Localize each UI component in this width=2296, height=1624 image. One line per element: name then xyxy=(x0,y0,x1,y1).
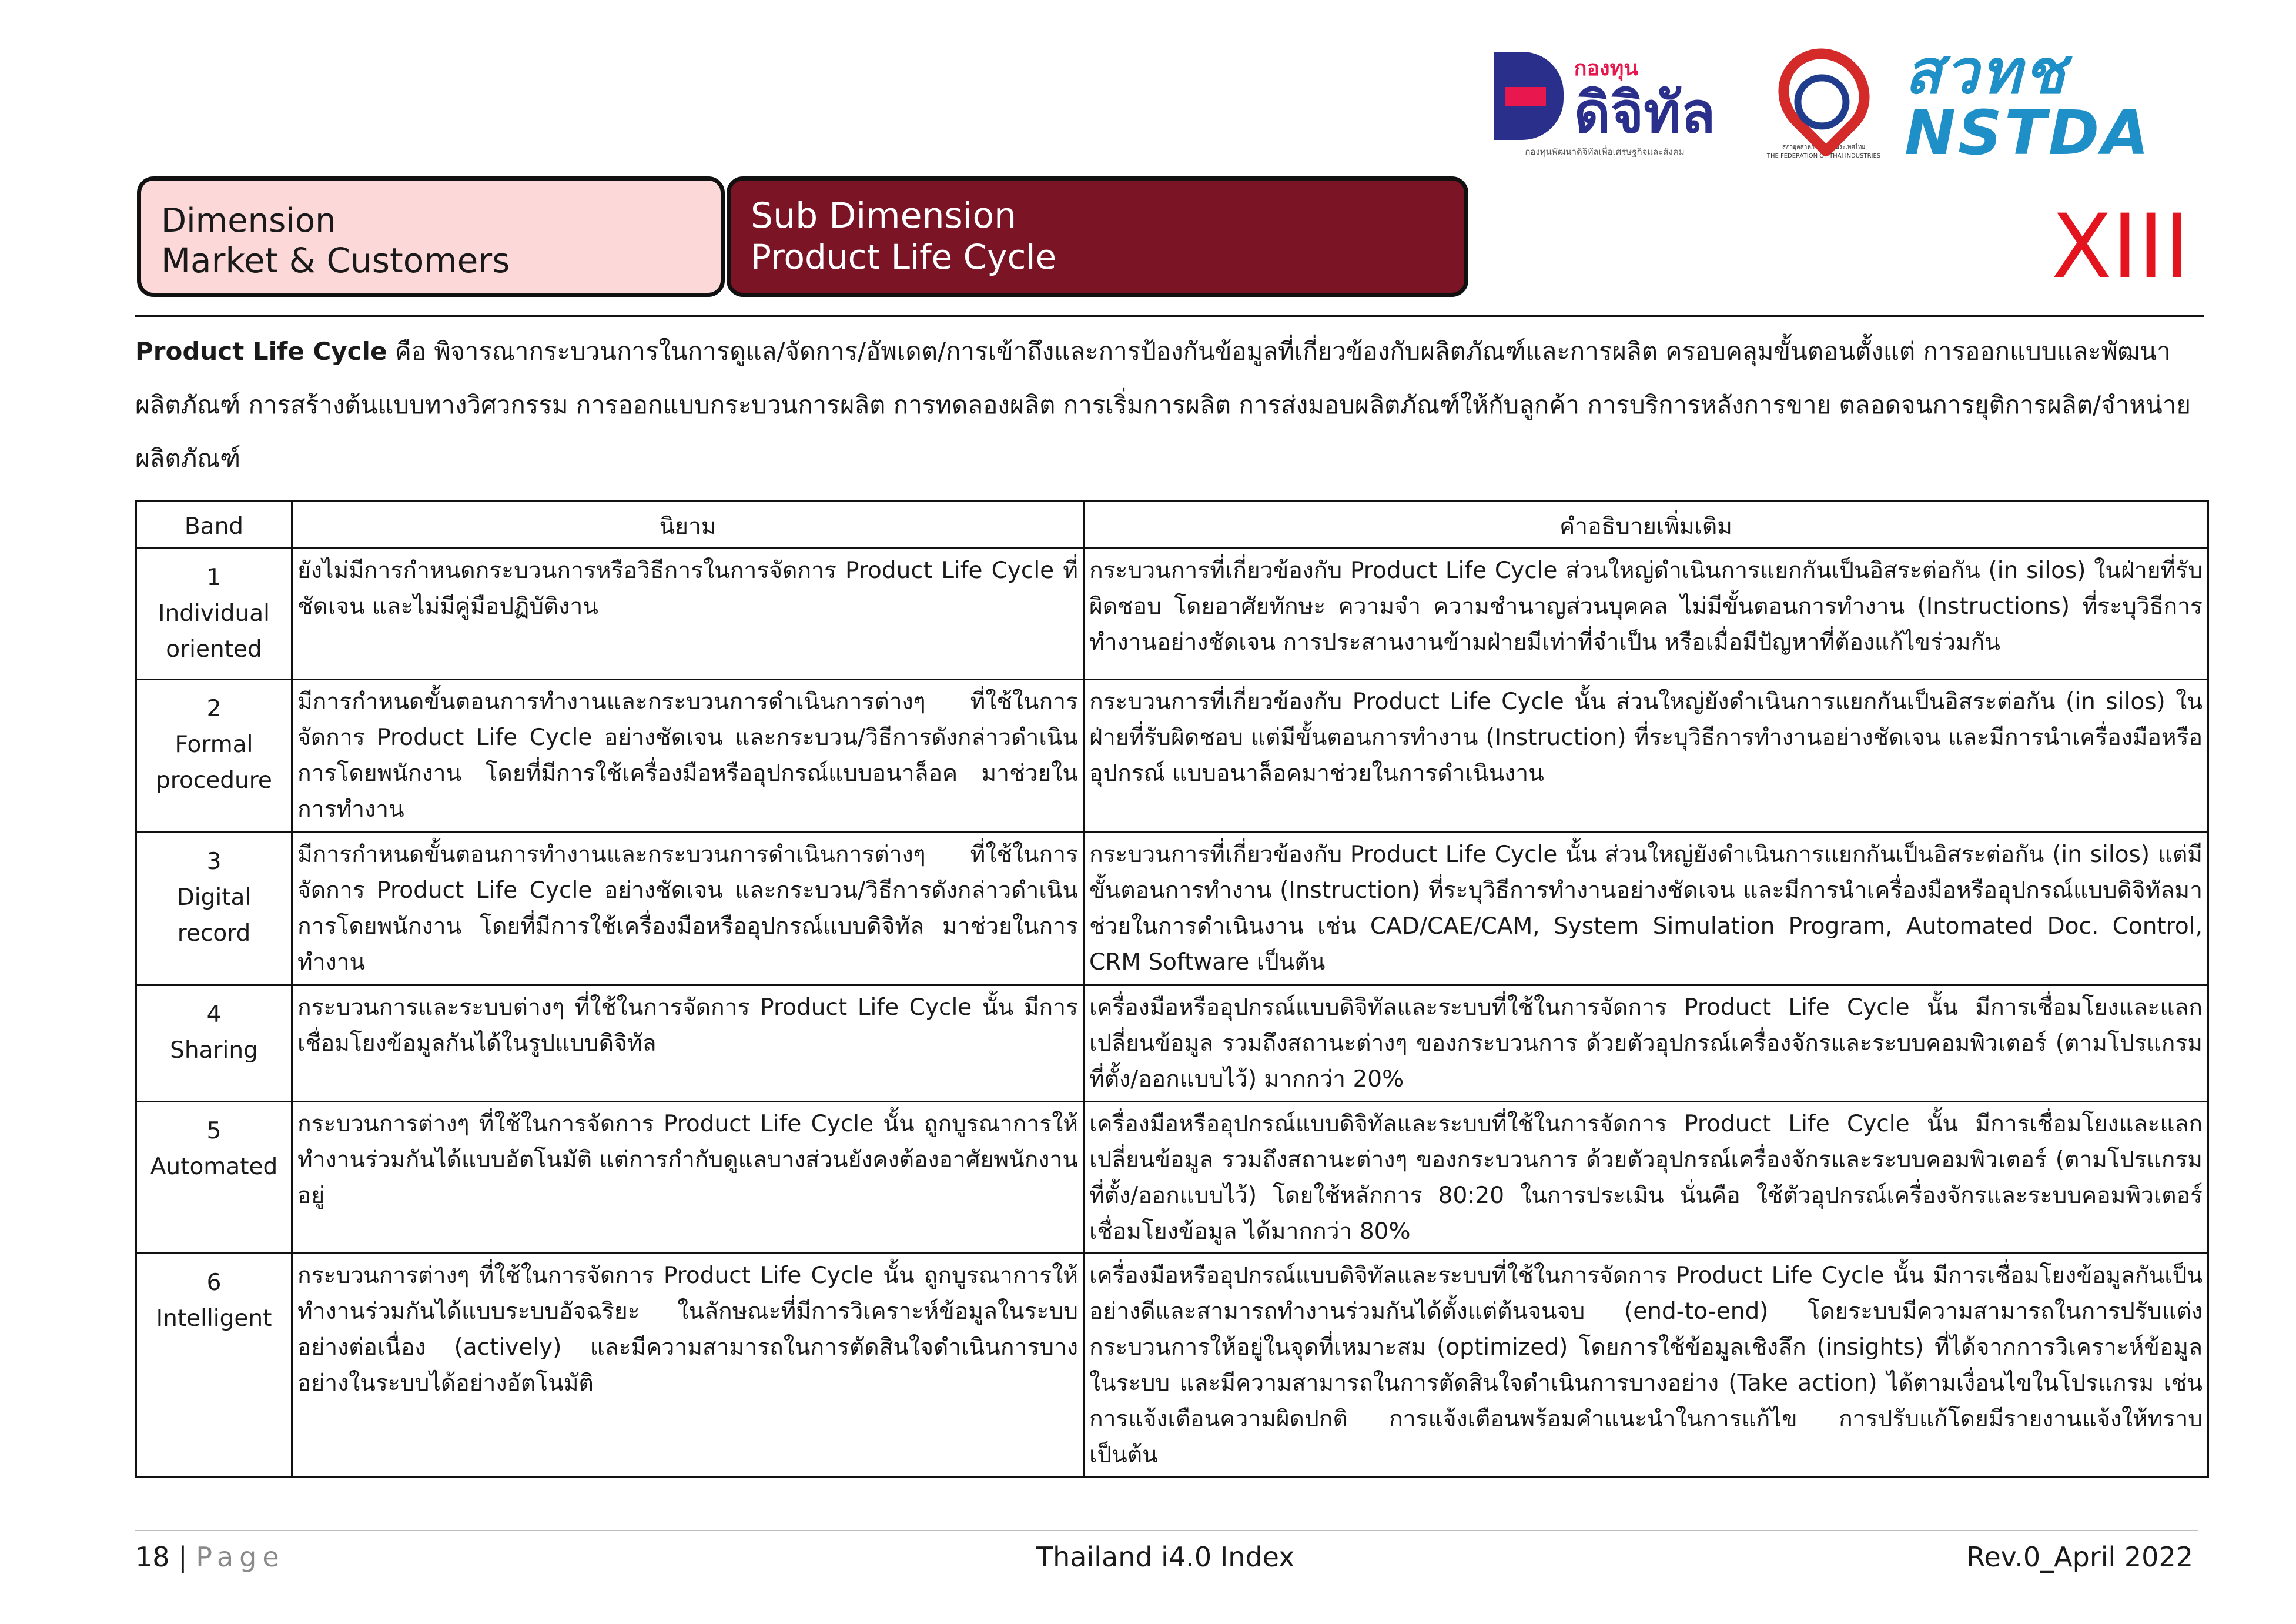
definition-cell: กระบวนการและระบบต่างๆ ที่ใช้ในการจัดการ Product Life Cycle นั้น มีการเชื่อมโยงข้อมูลกันได้ในรูปแบบดิจิทัล xyxy=(292,985,1084,1102)
table-row xyxy=(136,549,2208,680)
page-separator: | xyxy=(178,1541,188,1573)
bands-table xyxy=(135,500,2209,1478)
header-definition: นิยาม xyxy=(292,501,1084,549)
definition-cell: กระบวนการต่างๆ ที่ใช้ในการจัดการ Product Life Cycle นั้น ถูกบูรณาการให้ทำงานร่วมกันได้แบบอัตโนมัติ แต่การกำกับดูแลบางส่วนยังคงต้องอาศัยพนักงานอยู่ xyxy=(292,1102,1084,1254)
table-header-row xyxy=(136,501,2208,549)
page-word: Page xyxy=(196,1541,285,1573)
band-cell xyxy=(136,1102,292,1254)
table-row xyxy=(136,833,2208,985)
sub-dimension-title: Sub Dimension xyxy=(751,195,1017,236)
intro-text: คือ พิจารณากระบวนการในการดูแล/จัดการ/อัพเดต/การเข้าถึงและการป้องกันข้อมูลที่เกี่ยวข้องกับผลิตภัณฑ์และการผลิต ครอบคลุมขั้นตอนตั้งแต่ การออกแบบและพัฒนาผลิตภัณฑ์ การสร้างต้นแบบทางวิศวกรรม การออกแบบกระบวนการผลิต การทดลองผลิต การเริ่มการผลิต การส่งมอบผลิตภัณฑ์ให้กับลูกค้า การบริการหลังการขาย ตลอดจนการยุติการผลิต/จำหน่ายผลิตภัณฑ์ xyxy=(135,337,2191,473)
description-cell: เครื่องมือหรืออุปกรณ์แบบดิจิทัลและระบบที่ใช้ในการจัดการ Product Life Cycle นั้น มีการเชื่อมโยงและแลกเปลี่ยนข้อมูล รวมถึงสถานะต่างๆ ของกระบวนการ ด้วยตัวอุปกรณ์เครื่องจักรและระบบคอมพิวเตอร์ (ตามโปรแกรมที่ตั้ง/ออกแบบไว้) มากกว่า 20% xyxy=(1084,985,2208,1102)
section-roman-numeral: XIII xyxy=(2051,196,2190,298)
band-name: Formal procedure xyxy=(156,731,272,794)
definition-cell: ยังไม่มีการกำหนดกระบวนการหรือวิธีการในการจัดการ Product Life Cycle ที่ชัดเจน และไม่มีคู่มือปฏิบัติงาน xyxy=(292,549,1084,680)
band-number: 4 xyxy=(206,1001,222,1028)
nstda-logo xyxy=(1905,36,2198,169)
sub-dimension-value: Product Life Cycle xyxy=(751,237,1057,277)
band-number: 2 xyxy=(206,696,222,722)
dimension-value: Market & Customers xyxy=(161,240,510,280)
band-name: Individual oriented xyxy=(158,600,270,663)
header-description: คำอธิบายเพิ่มเติม xyxy=(1084,501,2208,549)
footer-revision: Rev.0_April 2022 xyxy=(1966,1541,2193,1573)
digital-fund-logo xyxy=(1481,46,1728,163)
band-number: 1 xyxy=(206,564,222,591)
definition-cell: มีการกำหนดขั้นตอนการทำงานและกระบวนการดำเนินการต่างๆ ที่ใช้ในการจัดการ Product Life Cycle อย่างชัดเจน และกระบวน/วิธีการดังกล่าวดำเนินการโดยพนักงาน โดยที่มีการใช้เครื่องมือหรืออุปกรณ์แบบดิจิทัล มาช่วยในการทำงาน xyxy=(292,833,1084,985)
description-cell: กระบวนการที่เกี่ยวข้องกับ Product Life Cycle นั้น ส่วนใหญ่ยังดำเนินการแยกกันเป็นอิสระต่อกัน (in silos) ในฝ่ายที่รับผิดชอบ แต่มีขั้นตอนการทำงาน (Instruction) ที่ระบุวิธีการทำงานอย่างชัดเจน และมีการนำเครื่องมือหรืออุปกรณ์ แบบอนาล็อคมาช่วยในการดำเนินงาน xyxy=(1084,680,2208,833)
table-row xyxy=(136,1254,2208,1477)
header-band: Band xyxy=(136,501,292,549)
description-cell: เครื่องมือหรืออุปกรณ์แบบดิจิทัลและระบบที่ใช้ในการจัดการ Product Life Cycle นั้น มีการเชื่อมโยงและแลกเปลี่ยนข้อมูล รวมถึงสถานะต่างๆ ของกระบวนการ ด้วยตัวอุปกรณ์เครื่องจักรและระบบคอมพิวเตอร์ (ตามโปรแกรมที่ตั้ง/ออกแบบไว้) โดยใช้หลักการ 80:20 ในการประเมิน นั่นคือ ใช้ตัวอุปกรณ์เครื่องจักรและระบบคอมพิวเตอร์เชื่อมโยงข้อมูล ได้มากกว่า 80% xyxy=(1084,1102,2208,1254)
band-cell xyxy=(136,549,292,680)
band-cell xyxy=(136,680,292,833)
dimension-title: Dimension xyxy=(161,202,336,240)
fti-logo xyxy=(1761,46,1887,163)
table-row xyxy=(136,680,2208,833)
band-number: 6 xyxy=(206,1269,222,1296)
band-number: 3 xyxy=(206,848,222,875)
description-cell: กระบวนการที่เกี่ยวข้องกับ Product Life Cycle นั้น ส่วนใหญ่ยังดำเนินการแยกกันเป็นอิสระต่อกัน (in silos) แต่มีขั้นตอนการทำงาน (Instruction) ที่ระบุวิธีการทำงานอย่างชัดเจน และมีการนำเครื่องมือหรืออุปกรณ์แบบดิจิทัลมาช่วยในการดำเนินงาน เช่น CAD/CAE/CAM, System Simulation Program, Automated Doc. Control, CRM Software เป็นต้น xyxy=(1084,833,2208,985)
digital-fund-big-text: ดิจิทัล xyxy=(1574,79,1716,146)
band-cell xyxy=(136,985,292,1102)
footer-page-info xyxy=(135,1539,285,1575)
band-name: Sharing xyxy=(170,1037,258,1064)
footer-divider xyxy=(135,1530,2198,1531)
definition-cell: กระบวนการต่างๆ ที่ใช้ในการจัดการ Product Life Cycle นั้น ถูกบูรณาการให้ทำงานร่วมกันได้แบบระบบอัจฉริยะ ในลักษณะที่มีการวิเคราะห์ข้อมูลในระบบอย่างต่อเนื่อง (actively) และมีความสามารถในการตัดสินใจดำเนินการบางอย่างในระบบได้อย่างอัตโนมัติ xyxy=(292,1254,1084,1477)
description-cell: เครื่องมือหรืออุปกรณ์แบบดิจิทัลและระบบที่ใช้ในการจัดการ Product Life Cycle นั้น มีการเชื่อมโยงข้อมูลกันเป็นอย่างดีและสามารถทำงานร่วมกันได้ตั้งแต่ต้นจนจบ (end-to-end) โดยระบบมีความสามารถในการปรับแต่งกระบวนการให้อยู่ในจุดที่เหมาะสม (optimized) โดยการใช้ข้อมูลเชิงลึก (insights) ที่ได้จากการวิเคราะห์ข้อมูลในระบบ และมีความสามารถในการตัดสินใจดำเนินการบางอย่าง (Take action) ได้ตามเงื่อนไขในโปรแกรม เช่น การแจ้งเตือนความผิดปกติ การแจ้งเตือนพร้อมคำแนะนำในการแก้ไข การปรับแก้โดยมีรายงานแจ้งให้ทราบ เป็นต้น xyxy=(1084,1254,2208,1477)
band-cell xyxy=(136,833,292,985)
description-cell: กระบวนการที่เกี่ยวข้องกับ Product Life Cycle ส่วนใหญ่ดำเนินการแยกกันเป็นอิสระต่อกัน (in silos) ในฝ่ายที่รับผิดชอบ โดยอาศัยทักษะ ความจำ ความชำนาญส่วนบุคคล ไม่มีขั้นตอนการทำงาน (Instructions) ที่ระบุวิธีการทำงานอย่างชัดเจน การประสานงานข้ามฝ่ายมีเท่าที่จำเป็น หรือเมื่อมีปัญหาที่ต้องแก้ไขร่วมกัน xyxy=(1084,549,2208,680)
digital-fund-caption: กองทุนพัฒนาดิจิทัลเพื่อเศรษฐกิจและสังคม xyxy=(1525,146,1685,157)
digital-fund-mark-icon xyxy=(1494,52,1564,140)
band-name: Automated xyxy=(150,1154,278,1180)
fti-mark-icon xyxy=(1759,29,1888,158)
page-number: 18 xyxy=(135,1541,170,1573)
fti-caption-en: THE FEDERATION OF THAI INDUSTRIES xyxy=(1766,153,1881,159)
intro-paragraph xyxy=(135,325,2210,485)
definition-cell: มีการกำหนดขั้นตอนการทำงานและกระบวนการดำเนินการต่างๆ ที่ใช้ในการจัดการ Product Life Cycle อย่างชัดเจน และกระบวน/วิธีการดังกล่าวดำเนินการโดยพนักงาน โดยที่มีการใช้เครื่องมือหรืออุปกรณ์แบบอนาล็อค มาช่วยในการทำงาน xyxy=(292,680,1084,833)
header-divider xyxy=(135,315,2204,317)
table-row xyxy=(136,1102,2208,1254)
sub-dimension-box xyxy=(727,176,1468,297)
fti-caption-th: สภาอุตสาหกรรมแห่งประเทศไทย xyxy=(1782,144,1866,151)
band-cell xyxy=(136,1254,292,1477)
dimension-box xyxy=(137,176,725,297)
band-number: 5 xyxy=(206,1118,222,1144)
band-name: Digital record xyxy=(176,884,252,947)
table-row xyxy=(136,985,2208,1102)
intro-term: Product Life Cycle xyxy=(135,337,387,366)
band-name: Intelligent xyxy=(156,1305,272,1332)
digital-fund-small-text: กองทุน xyxy=(1574,56,1638,81)
footer-title: Thailand i4.0 Index xyxy=(1036,1541,1295,1573)
nstda-logo-text: สวทช NSTDA xyxy=(1905,36,2151,169)
